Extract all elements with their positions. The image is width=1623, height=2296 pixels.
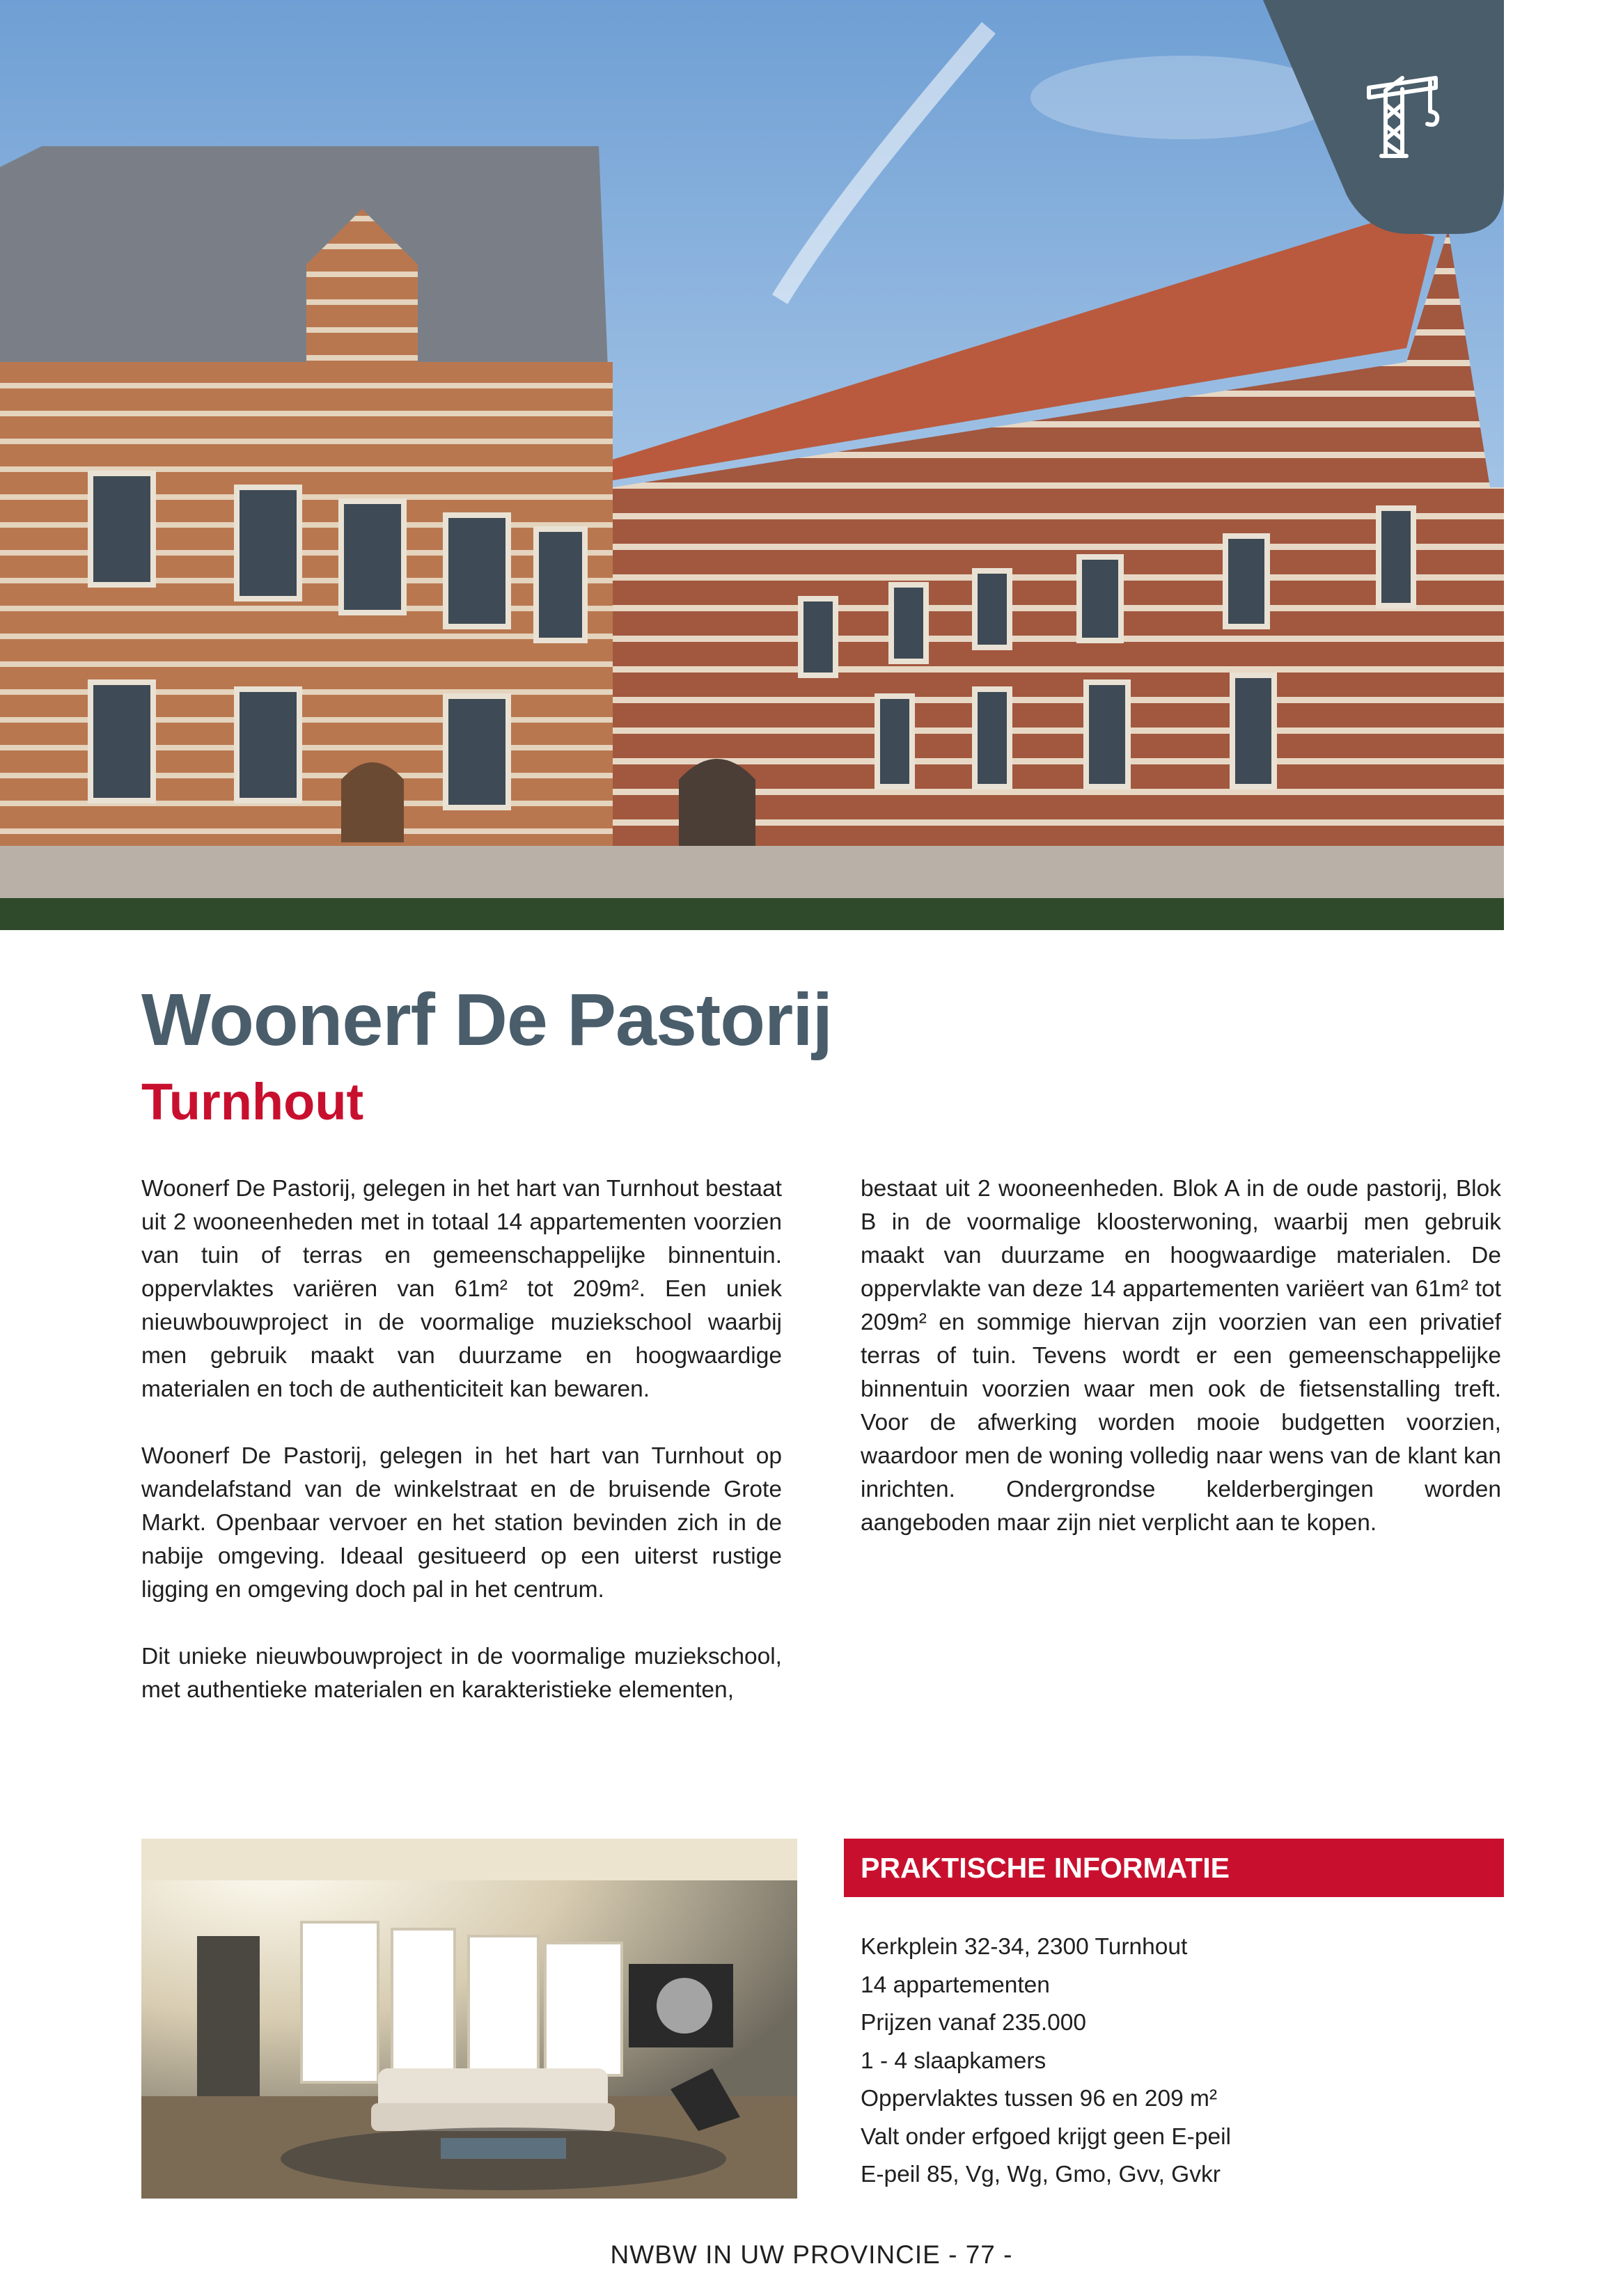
living-room-rendering [141, 1839, 797, 2199]
info-address: Kerkplein 32-34, 2300 Turnhout [861, 1934, 1188, 1960]
project-city: Turnhout [141, 1073, 364, 1131]
interior-image [141, 1839, 797, 2199]
page-footer: NWBW IN UW PROVINCIE - 77 - [610, 2240, 1013, 2269]
project-title: Woonerf De Pastorij [141, 979, 833, 1061]
practical-info-heading: PRAKTISCHE INFORMATIE [844, 1839, 1504, 1897]
info-heritage: Valt onder erfgoed krijgt geen E-peil [861, 2123, 1231, 2150]
info-prices: Prijzen vanaf 235.000 [861, 2010, 1087, 2036]
info-surfaces: Oppervlaktes tussen 96 en 209 m² [861, 2086, 1218, 2112]
description-right-column [861, 1172, 1501, 1573]
info-apartments: 14 appartementen [861, 1972, 1050, 1998]
crane-icon [1263, 0, 1504, 234]
practical-info-list [861, 1928, 1231, 2194]
paragraph: Woonerf De Pastorij, gelegen in het hart van Turnhout bestaat uit 2 wooneenheden met in totaal 14 appartementen voorzien van tuin of terras en gemeenschappelijke binnentuin. oppervlaktes variëren van 61m² tot 209m². Een uniek nieuwbouwproject in de voormalige muziekschool waarbij men gebruik maakt van duurzame en hoogwaardige materialen en toch de authenticiteit kan bewaren. [141, 1176, 782, 1402]
description-left-column [141, 1172, 782, 1740]
paragraph: Dit unieke nieuwbouwproject in de voormalige muziekschool, met authentieke materialen en karakteristieke elementen, [141, 1644, 782, 1703]
info-epeil: E-peil 85, Vg, Wg, Gmo, Gvv, Gvkr [861, 2162, 1221, 2187]
corner-badge [1263, 0, 1504, 234]
paragraph: bestaat uit 2 wooneenheden. Blok A in de oude pastorij, Blok B in de voormalige kloosterwoning, waarbij men gebruik maakt van duurzame en hoogwaardige materialen. De oppervlakte van deze 14 appartementen variëert van 61m² tot 209m² en sommige hiervan zijn voorzien van een privatief terras of tuin. Tevens wordt er een gemeenschappelijke binnentuin voorzien waar men ook de fietsenstalling treft. Voor de afwerking worden mooie budgetten voorzien, waardoor men de woning volledig naar wens van de klant kan inrichten. Ondergrondse kelderbergingen worden aangeboden maar zijn niet verplicht aan te kopen. [861, 1176, 1501, 1536]
paragraph: Woonerf De Pastorij, gelegen in het hart van Turnhout op wandelafstand van de winkelstraat en de bruisende Grote Markt. Openbaar vervoer en het station bevinden zich in de nabije omgeving. Ideaal gesitueerd op een uiterst rustige ligging en omgeving doch pal in het centrum. [141, 1443, 782, 1603]
info-bedrooms: 1 - 4 slaapkamers [861, 2047, 1046, 2074]
